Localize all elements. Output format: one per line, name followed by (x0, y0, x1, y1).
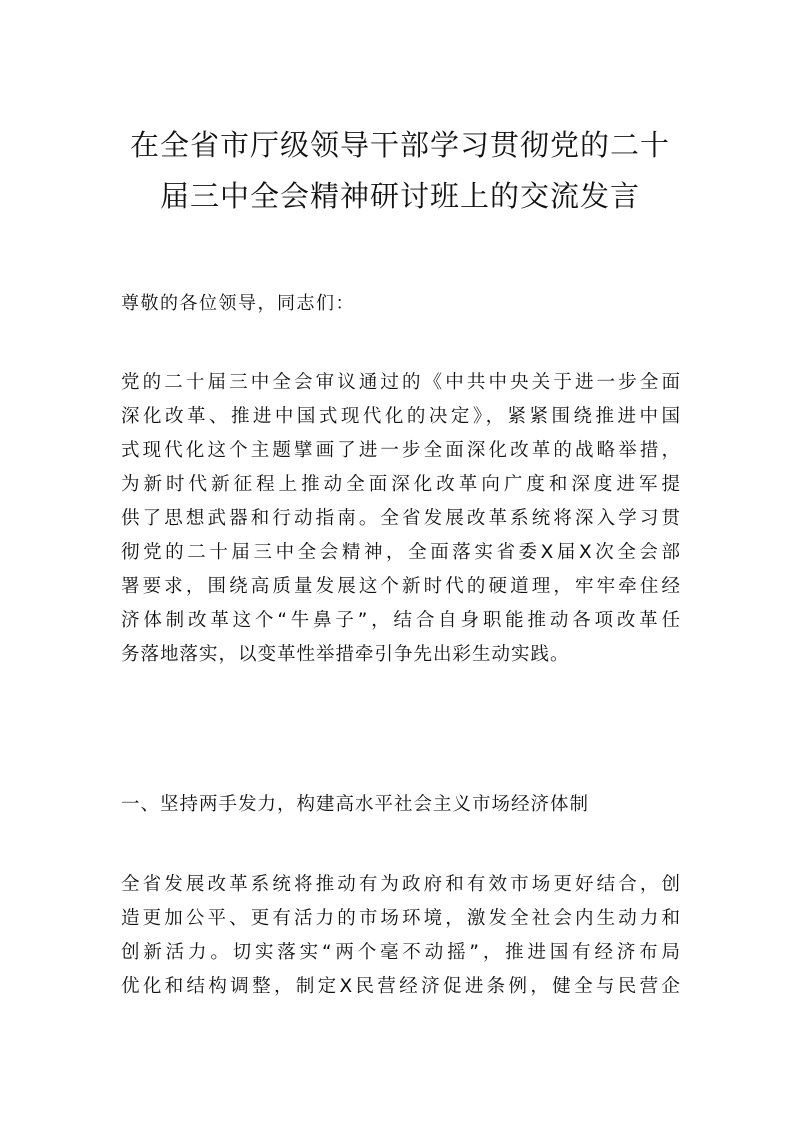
paragraph-line: 务落地落实，以变革性举措牵引争先出彩生动实践。 (121, 644, 570, 665)
paragraph-section-1 (121, 868, 681, 1004)
paragraph-intro (121, 366, 681, 672)
section-heading: 一、坚持两手发力，构建高水平社会主义市场经济体制 (121, 794, 590, 815)
paragraph-line: 优化和结构调整，制定X民营经济促进条例，健全与民营企 (121, 976, 681, 997)
paragraph-line: 供了思想武器和行动指南。全省发展改革系统将深入学习贯 (121, 508, 681, 529)
paragraph-line: 造更加公平、更有活力的市场环境，激发全社会内生动力和 (121, 908, 681, 929)
paragraph-line: 济体制改革这个“牛鼻子”，结合自身职能推动各项改革任 (121, 610, 681, 631)
paragraph-line: 创新活力。切实落实“两个毫不动摇”，推进国有经济布局 (121, 942, 681, 963)
salutation: 尊敬的各位领导，同志们： (121, 293, 355, 314)
document-title (100, 120, 700, 222)
paragraph-line: 全省发展改革系统将推动有为政府和有效市场更好结合，创 (121, 874, 681, 895)
paragraph-line: 署要求，围绕高质量发展这个新时代的硬道理，牢牢牵住经 (121, 576, 681, 597)
paragraph-line: 式现代化这个主题擘画了进一步全面深化改革的战略举措， (121, 440, 681, 461)
title-line: 届三中全会精神研讨班上的交流发言 (159, 179, 640, 213)
paragraph-line: 为新时代新征程上推动全面深化改革向广度和深度进军提 (121, 474, 681, 495)
paragraph-line: 党的二十届三中全会审议通过的《中共中央关于进一步全面 (121, 372, 681, 393)
title-line: 在全省市厅级领导干部学习贯彻党的二十 (129, 128, 670, 162)
paragraph-line: 彻党的二十届三中全会精神，全面落实省委X届X次全会部 (121, 542, 681, 563)
paragraph-line: 深化改革、推进中国式现代化的决定》，紧紧围绕推进中国 (121, 406, 681, 427)
